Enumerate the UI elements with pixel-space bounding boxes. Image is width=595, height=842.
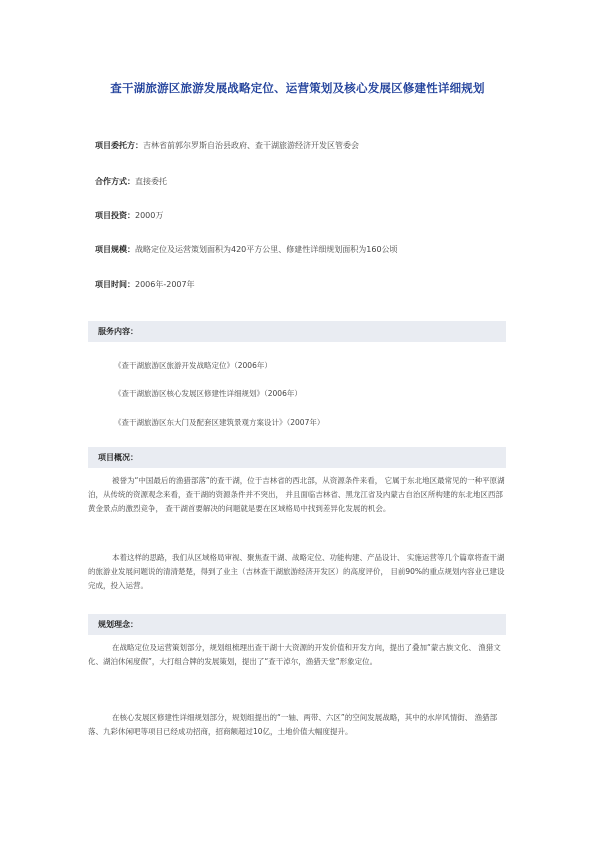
info-row-time xyxy=(95,279,195,290)
concept-paragraph: 在战略定位及运营策划部分，规划组梳理出查干湖十大资源的开发价值和开发方向，提出了叠加“蒙古族文化、 渔猎文化、湖泊休闲度假”，大打组合牌的发展策划，提出了“查干淖尔，渔猎天堂”形象定位。 xyxy=(88,643,501,666)
overview-paragraph: 本着这样的思路，我们从区域格局审视、聚焦查干湖、战略定位、功能构建、产品设计、 实施运营等几个篇章将查干湖的旅游业发展问题说的清清楚楚，得到了业主（吉林查干湖旅游经济开发区）的高度评价， 目前90%的重点规划内容业已建设完成，投入运营。 xyxy=(88,553,505,590)
document-title: 查干湖旅游区旅游发展战略定位、运营策划及核心发展区修建性详细规划 xyxy=(110,81,485,95)
concept-paragraph: 在核心发展区修建性详细规划部分，规划组提出的“一轴、两带、六区”的空间发展战略，其中的水岸风情街、 渔猎部落、九彩休闲吧等项目已经成功招商，招商额超过10亿，土地价值大幅度提升。 xyxy=(88,713,498,736)
info-key: 项目时间： xyxy=(95,280,135,289)
info-row-cooperation xyxy=(95,176,167,187)
info-value: 2006年-2007年 xyxy=(135,280,195,289)
info-key: 项目规模： xyxy=(95,245,135,254)
concept-heading-band xyxy=(88,614,506,635)
info-value: 战略定位及运营策划面积为420平方公里、修建性详细规划面积为160公顷 xyxy=(135,245,398,254)
info-value: 2000万 xyxy=(135,211,164,220)
info-key: 项目委托方： xyxy=(95,141,143,150)
info-value: 直接委托 xyxy=(135,177,167,186)
info-row-scale xyxy=(95,244,398,255)
concept-heading: 规划理念： xyxy=(98,620,138,629)
services-heading: 服务内容： xyxy=(98,327,138,336)
info-key: 项目投资： xyxy=(95,211,135,220)
service-item: 《查干湖旅游区核心发展区修建性详细规划》（2006年） xyxy=(114,389,302,398)
service-item: 《查干湖旅游区旅游开发战略定位》（2006年） xyxy=(114,361,272,370)
overview-heading: 项目概况： xyxy=(98,453,138,462)
info-row-investment xyxy=(95,210,163,221)
overview-paragraph: 被誉为“中国最后的渔猎部落”的查干湖，位于吉林省的西北部，从资源条件来看， 它属于东北地区最常见的一种平原湖泊，从传统的资源观念来看，查干湖的资源条件并不突出， 并且面临吉林省、黑龙江省及内蒙古自治区所构建的东北地区西部黄金景点的激烈竞争， 查干湖首要解决的问题就是要在区域格局中找到差异化发展的机会。 xyxy=(88,476,505,513)
services-heading-band xyxy=(88,321,506,342)
overview-heading-band xyxy=(88,447,506,468)
info-key: 合作方式： xyxy=(95,177,135,186)
info-value: 吉林省前郭尔罗斯自治县政府、查干湖旅游经济开发区管委会 xyxy=(143,141,359,150)
info-row-client xyxy=(95,140,359,151)
service-item: 《查干湖旅游区东大门及配套区建筑景观方案设计》（2007年） xyxy=(114,418,325,427)
